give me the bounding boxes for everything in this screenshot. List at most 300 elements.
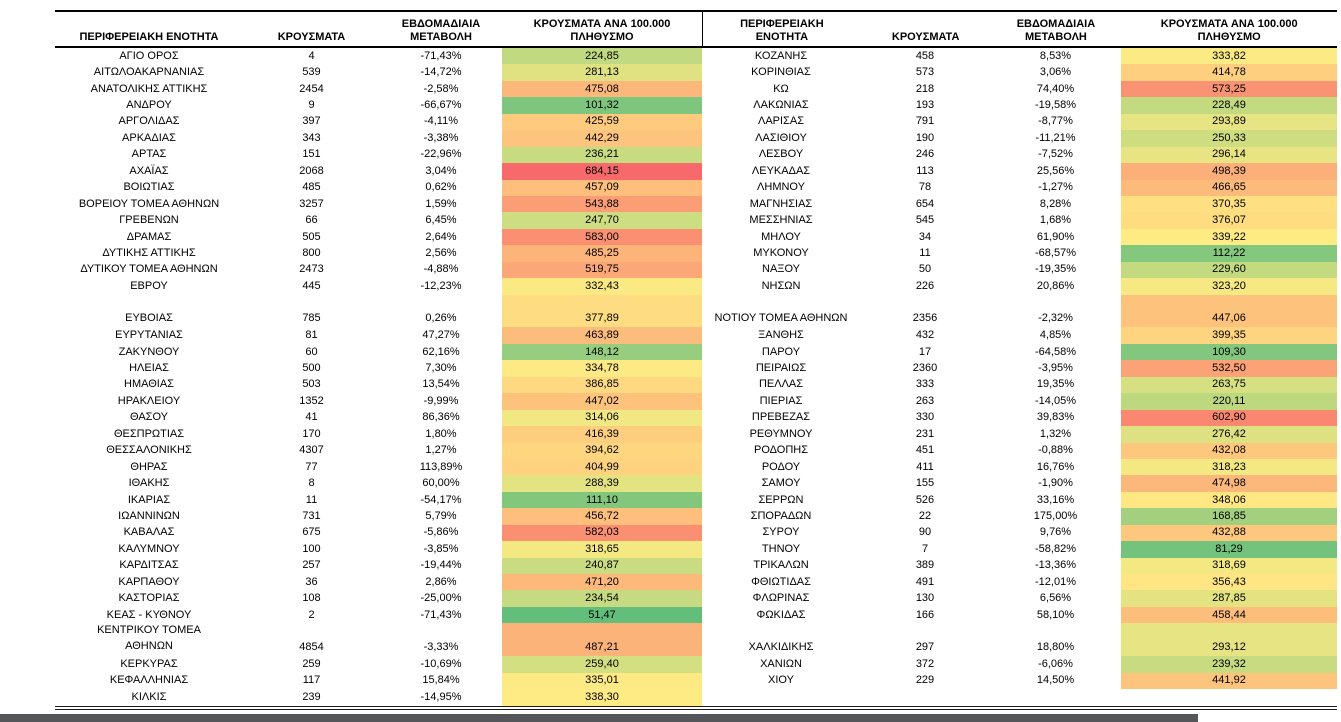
cases-per-100k-value: 229,60: [1212, 263, 1246, 276]
weekly-change-value: 6,45%: [425, 214, 457, 227]
cases-per-100k-cell: [1121, 64, 1337, 80]
weekly-change-value: -4,88%: [423, 263, 459, 276]
cases-per-100k-value: 602,90: [1212, 411, 1246, 424]
region-name-cell: [55, 130, 243, 146]
table-row: [55, 377, 702, 393]
region-name: ΝΑΞΟΥ: [762, 263, 800, 276]
weekly-change-value: 1,80%: [425, 427, 457, 440]
table-row: [55, 410, 702, 426]
region-name: ΛΕΣΒΟΥ: [758, 148, 804, 161]
cases-per-100k-value: 293,12: [1212, 641, 1246, 654]
region-name-cell: [702, 81, 860, 97]
region-name: ΔΥΤΙΚΗΣ ΑΤΤΙΚΗΣ: [102, 246, 196, 259]
region-name-cell: [55, 590, 243, 606]
weekly-change-cell: [990, 475, 1121, 491]
weekly-change-cell: [990, 295, 1121, 328]
cases-cell: [243, 64, 380, 80]
cases-per-100k-value: 288,39: [585, 477, 619, 490]
cases-value: 505: [302, 230, 321, 243]
region-name: ΣΑΜΟΥ: [761, 477, 801, 490]
table-row: [55, 475, 702, 491]
table-row: [55, 426, 702, 442]
weekly-change-value: 39,83%: [1036, 411, 1075, 424]
cases-cell: [860, 656, 990, 672]
cases-per-100k-cell: [502, 426, 702, 442]
region-name: ΚΩ: [773, 82, 789, 95]
weekly-change-value: 8,53%: [1039, 49, 1072, 62]
weekly-change-value: -1,27%: [1038, 181, 1073, 194]
cases-per-100k-cell: [1121, 245, 1337, 261]
region-name: ΑΡΤΑΣ: [131, 148, 167, 161]
weekly-change-value: -6,06%: [1038, 657, 1073, 670]
weekly-change-value: 60,00%: [422, 477, 460, 490]
weekly-change-cell: [380, 212, 502, 228]
region-name: ΚΑΡΔΙΤΣΑΣ: [119, 559, 179, 572]
region-name: ΠΑΡΟΥ: [761, 345, 801, 358]
cases-value: 2360: [912, 362, 938, 375]
cases-per-100k-value: 485,25: [585, 246, 619, 259]
weekly-change-value: -25,00%: [420, 592, 462, 605]
table-row: [702, 229, 1337, 245]
region-name-cell: [702, 623, 860, 656]
cases-cell: [860, 426, 990, 442]
weekly-change-cell: [380, 574, 502, 590]
weekly-change-cell: [380, 97, 502, 113]
header-weekly-change-label: ΕΒΔΟΜΑΔΙΑΙΑ ΜΕΤΑΒΟΛΗ: [401, 18, 481, 43]
cases-cell: [243, 114, 380, 130]
table-row: [702, 262, 1337, 278]
region-name-cell: [55, 212, 243, 228]
cases-cell: [860, 508, 990, 524]
cases-per-100k-cell: [1121, 163, 1337, 179]
cases-value: 130: [915, 592, 935, 605]
cases-per-100k-value: 348,06: [1212, 493, 1246, 506]
cases-per-100k-value: 441,92: [1212, 674, 1246, 687]
cases-cell: [860, 130, 990, 146]
region-name: ΧΑΛΚΙΔΙΚΗΣ: [748, 641, 814, 654]
weekly-change-cell: [990, 97, 1121, 113]
weekly-change-value: -1,90%: [1038, 477, 1073, 490]
cases-per-100k-value: 458,44: [1212, 608, 1246, 621]
cases-per-100k-value: 471,20: [585, 575, 619, 588]
weekly-change-cell: [380, 475, 502, 491]
cases-per-100k-cell: [502, 262, 702, 278]
cases-cell: [243, 673, 380, 689]
weekly-change-cell: [380, 393, 502, 409]
weekly-change-cell: [990, 656, 1121, 672]
weekly-change-value: -14,72%: [420, 66, 462, 79]
region-name: ΑΝΑΤΟΛΙΚΗΣ ΑΤΤΙΚΗΣ: [90, 82, 208, 95]
cases-cell: [243, 607, 380, 623]
region-name: ΣΥΡΟΥ: [762, 526, 800, 539]
cases-cell: [860, 443, 990, 459]
cases-per-100k-cell: [1121, 130, 1337, 146]
cases-per-100k-cell: [1121, 574, 1337, 590]
weekly-change-value: -3,38%: [423, 131, 459, 144]
cases-value: 41: [305, 411, 318, 424]
region-name: ΚΑΒΑΛΑΣ: [123, 526, 175, 539]
bottom-bar: [0, 714, 1198, 722]
weekly-change-value: 1,27%: [425, 444, 457, 457]
weekly-change-value: -4,11%: [423, 115, 459, 128]
region-name: ΑΝΔΡΟΥ: [126, 99, 172, 112]
region-name: ΧΑΝΙΩΝ: [760, 657, 802, 670]
region-name-cell: [702, 64, 860, 80]
region-name: ΗΛΕΙΑΣ: [129, 362, 169, 375]
cases-per-100k-value: 456,72: [585, 509, 619, 522]
cases-cell: [860, 360, 990, 376]
cases-per-100k-cell: [1121, 492, 1337, 508]
weekly-change-value: -58,82%: [1035, 542, 1076, 555]
weekly-change-value: -8,77%: [1038, 115, 1073, 128]
cases-per-100k-cell: [1121, 393, 1337, 409]
weekly-change-value: 2,56%: [425, 246, 457, 259]
weekly-change-value: -5,86%: [423, 526, 459, 539]
weekly-change-value: 62,16%: [422, 345, 460, 358]
table-row: [55, 492, 702, 508]
weekly-change-cell: [990, 114, 1121, 130]
region-name-cell: [702, 147, 860, 163]
cases-per-100k-value: 333,82: [1212, 49, 1246, 62]
region-name: ΚΕΡΚΥΡΑΣ: [120, 657, 178, 670]
weekly-change-value: -13,36%: [1035, 559, 1076, 572]
weekly-change-value: 3,04%: [425, 164, 457, 177]
cases-per-100k-cell: [502, 360, 702, 376]
cases-cell: [243, 278, 380, 294]
cases-per-100k-value: 228,49: [1212, 99, 1246, 112]
table-row: [702, 689, 1337, 705]
region-name: ΚΟΖΑΝΗΣ: [754, 49, 808, 62]
weekly-change-cell: [990, 344, 1121, 360]
region-name: ΛΗΜΝΟΥ: [757, 181, 805, 194]
weekly-change-value: -71,43%: [420, 608, 462, 621]
weekly-change-value: -0,88%: [1038, 444, 1073, 457]
weekly-change-cell: [990, 212, 1121, 228]
cases-value: 7: [921, 542, 929, 555]
cases-per-100k-cell: [1121, 344, 1337, 360]
table-row: [55, 673, 702, 689]
weekly-change-cell: [990, 245, 1121, 261]
region-name: ΕΥΡΥΤΑΝΙΑΣ: [115, 329, 183, 342]
cases-value: 90: [918, 526, 932, 539]
region-name-cell: [702, 97, 860, 113]
cases-value: 36: [305, 575, 318, 588]
table-row: [702, 180, 1337, 196]
region-name: ΣΕΡΡΩΝ: [758, 493, 804, 506]
region-name-cell: [55, 180, 243, 196]
cases-cell: [860, 623, 990, 656]
cases-per-100k-cell: [1121, 475, 1337, 491]
cases-per-100k-value: 281,13: [585, 66, 619, 79]
cases-per-100k-value: 318,69: [1212, 559, 1246, 572]
weekly-change-value: -19,44%: [420, 559, 462, 572]
cases-per-100k-value: 474,98: [1212, 477, 1246, 490]
cases-value: 78: [918, 181, 932, 194]
table-row: [55, 327, 702, 343]
cases-per-100k-cell: [502, 377, 702, 393]
table-row: [55, 245, 702, 261]
cases-cell: [243, 196, 380, 212]
region-name: ΖΑΚΥΝΘΟΥ: [118, 345, 180, 358]
cases-per-100k-value: 339,22: [1212, 230, 1246, 243]
cases-value: 2473: [299, 263, 324, 276]
cases-per-100k-cell: [1121, 508, 1337, 524]
table-row: [55, 541, 702, 557]
cases-cell: [860, 81, 990, 97]
cases-per-100k-value: 338,30: [585, 690, 619, 703]
cases-cell: [860, 229, 990, 245]
cases-value: 397: [302, 115, 321, 128]
cases-per-100k-value: 168,85: [1212, 509, 1246, 522]
region-name: ΚΙΛΚΙΣ: [131, 690, 167, 703]
table-row: [702, 130, 1337, 146]
cases-cell: [860, 475, 990, 491]
left-table-header-row: [55, 10, 702, 48]
cases-per-100k-cell: [1121, 443, 1337, 459]
cases-value: 263: [915, 394, 935, 407]
cases-value: 330: [915, 411, 935, 424]
weekly-change-value: -10,69%: [420, 657, 462, 670]
cases-per-100k-cell: [1121, 590, 1337, 606]
region-name: ΞΑΝΘΗΣ: [758, 329, 804, 342]
weekly-change-value: 61,90%: [1036, 230, 1075, 243]
weekly-change-cell: [380, 147, 502, 163]
region-name-cell: [702, 48, 860, 64]
table-row: [55, 147, 702, 163]
cases-cell: [243, 459, 380, 475]
region-name-cell: [702, 130, 860, 146]
weekly-change-cell: [990, 196, 1121, 212]
header-cases-per-100k-label: ΚΡΟΥΣΜΑΤΑ ΑΝΑ 100.000 ΠΛΗΘΥΣΜΟ: [533, 18, 671, 43]
cases-cell: [860, 196, 990, 212]
cases-value: 1352: [299, 394, 324, 407]
weekly-change-value: 4,85%: [1039, 329, 1072, 342]
cases-cell: [860, 64, 990, 80]
weekly-change-cell: [380, 48, 502, 64]
header-cases-label: ΚΡΟΥΣΜΑΤΑ: [891, 30, 960, 43]
cases-cell: [860, 590, 990, 606]
cases-per-100k-value: 376,07: [1212, 214, 1246, 227]
table-row: [55, 656, 702, 672]
cases-cell: [243, 656, 380, 672]
cases-per-100k-cell: [502, 130, 702, 146]
cases-per-100k-value: 466,65: [1212, 181, 1246, 194]
weekly-change-cell: [990, 360, 1121, 376]
weekly-change-value: -19,58%: [1035, 99, 1076, 112]
weekly-change-cell: [380, 541, 502, 557]
cases-per-100k-value: 263,75: [1212, 378, 1246, 391]
cases-per-100k-cell: [502, 147, 702, 163]
cases-per-100k-cell: [502, 508, 702, 524]
weekly-change-cell: [990, 525, 1121, 541]
region-name-cell: [55, 525, 243, 541]
header-cases-label: ΚΡΟΥΣΜΑΤΑ: [277, 30, 346, 43]
weekly-change-value: 14,50%: [1036, 674, 1075, 687]
weekly-change-value: 2,86%: [425, 575, 457, 588]
cases-cell: [243, 245, 380, 261]
weekly-change-value: -2,32%: [1038, 312, 1073, 325]
cases-value: 17: [918, 345, 932, 358]
table-row: [55, 81, 702, 97]
weekly-change-cell: [380, 623, 502, 656]
cases-value: 731: [302, 509, 321, 522]
region-name: ΙΚΑΡΙΑΣ: [127, 493, 171, 506]
table-row: [702, 541, 1337, 557]
region-name: ΛΑΡΙΣΑΣ: [757, 115, 804, 128]
region-name-cell: [702, 114, 860, 130]
cases-per-100k-cell: [502, 475, 702, 491]
cases-per-100k-cell: [502, 393, 702, 409]
weekly-change-cell: [380, 656, 502, 672]
weekly-change-cell: [380, 64, 502, 80]
cases-value: 246: [915, 148, 935, 161]
cases-value: 190: [915, 131, 935, 144]
region-name: ΑΡΚΑΔΙΑΣ: [122, 131, 176, 144]
weekly-change-cell: [990, 377, 1121, 393]
table-row: [702, 590, 1337, 606]
weekly-change-cell: [990, 81, 1121, 97]
region-name: ΡΕΘΥΜΝΟΥ: [749, 427, 813, 440]
cases-value: 4: [308, 49, 315, 62]
cases-per-100k-value: 582,03: [585, 526, 619, 539]
region-name: ΒΟΙΩΤΙΑΣ: [123, 181, 175, 194]
weekly-change-value: 16,76%: [1036, 460, 1075, 473]
weekly-change-value: -9,99%: [423, 394, 459, 407]
cases-per-100k-cell: [502, 229, 702, 245]
cases-cell: [860, 377, 990, 393]
table-row: [702, 492, 1337, 508]
region-name-cell: [702, 377, 860, 393]
weekly-change-value: 0,26%: [425, 312, 457, 325]
region-name: ΦΘΙΩΤΙΔΑΣ: [751, 575, 811, 588]
table-row: [55, 459, 702, 475]
region-name: ΤΗΝΟΥ: [761, 542, 801, 555]
region-name-cell: [55, 508, 243, 524]
weekly-change-value: 13,54%: [422, 378, 460, 391]
cases-per-100k-value: 573,25: [1212, 82, 1246, 95]
header-cases-per-100k: [1121, 12, 1337, 46]
region-name: ΚΑΡΠΑΘΟΥ: [118, 575, 180, 588]
weekly-change-cell: [990, 492, 1121, 508]
cases-per-100k-cell: [502, 196, 702, 212]
cases-value: 503: [302, 378, 321, 391]
region-name: ΦΩΚΙΔΑΣ: [756, 608, 806, 621]
region-name: ΙΘΑΚΗΣ: [128, 477, 170, 490]
cases-cell: [243, 508, 380, 524]
table-row: [702, 410, 1337, 426]
cases-cell: [243, 212, 380, 228]
cases-cell: [243, 360, 380, 376]
cases-per-100k-cell: [502, 64, 702, 80]
weekly-change-cell: [990, 574, 1121, 590]
weekly-change-cell: [990, 541, 1121, 557]
weekly-change-cell: [990, 426, 1121, 442]
cases-value: 500: [302, 362, 321, 375]
table-row: [55, 360, 702, 376]
weekly-change-cell: [380, 180, 502, 196]
table-row: [702, 344, 1337, 360]
cases-per-100k-cell: [502, 541, 702, 557]
cases-per-100k-cell: [502, 459, 702, 475]
cases-per-100k-cell: [1121, 147, 1337, 163]
cases-per-100k-value: 457,09: [585, 181, 619, 194]
cases-value: 117: [302, 674, 321, 687]
cases-per-100k-value: 224,85: [585, 49, 619, 62]
weekly-change-cell: [990, 163, 1121, 179]
region-name-cell: [702, 196, 860, 212]
region-name: ΦΛΩΡΙΝΑΣ: [752, 592, 810, 605]
region-name-cell: [702, 163, 860, 179]
region-name-cell: [55, 147, 243, 163]
cases-value: 389: [915, 559, 935, 572]
cases-per-100k-cell: [1121, 377, 1337, 393]
cases-per-100k-cell: [502, 656, 702, 672]
cases-cell: [243, 426, 380, 442]
weekly-change-cell: [380, 81, 502, 97]
cases-per-100k-cell: [1121, 262, 1337, 278]
cases-per-100k-cell: [1121, 327, 1337, 343]
table-row: [702, 443, 1337, 459]
region-name-cell: [702, 295, 860, 328]
region-name-cell: [702, 360, 860, 376]
cases-cell: [860, 262, 990, 278]
cases-cell: [243, 163, 380, 179]
region-name: ΜΑΓΝΗΣΙΑΣ: [749, 197, 813, 210]
cases-per-100k-value: 287,85: [1212, 592, 1246, 605]
cases-value: 539: [302, 66, 321, 79]
cases-per-100k-cell: [502, 689, 702, 705]
cases-per-100k-cell: [1121, 656, 1337, 672]
cases-per-100k-value: 236,21: [585, 148, 619, 161]
weekly-change-value: 15,84%: [422, 674, 460, 687]
cases-per-100k-value: 377,89: [585, 312, 619, 325]
table-row: [55, 344, 702, 360]
table-row: [702, 623, 1337, 656]
cases-per-100k-value: 404,99: [585, 460, 619, 473]
cases-cell: [243, 344, 380, 360]
weekly-change-cell: [380, 327, 502, 343]
weekly-change-value: -19,35%: [1035, 263, 1076, 276]
table-row: [702, 147, 1337, 163]
cases-per-100k-value: 101,32: [585, 99, 619, 112]
cases-value: 170: [302, 427, 321, 440]
weekly-change-cell: [990, 459, 1121, 475]
cases-cell: [860, 344, 990, 360]
weekly-change-value: -3,85%: [423, 542, 459, 555]
weekly-change-value: -3,95%: [1038, 362, 1073, 375]
cases-per-100k-value: 276,42: [1212, 427, 1246, 440]
cases-per-100k-value: 250,33: [1212, 131, 1246, 144]
cases-per-100k-cell: [1121, 426, 1337, 442]
region-name-cell: [702, 262, 860, 278]
weekly-change-cell: [380, 426, 502, 442]
region-name: ΠΡΕΒΕΖΑΣ: [751, 411, 811, 424]
cases-value: 226: [915, 279, 935, 292]
cases-per-100k-value: 318,23: [1212, 460, 1246, 473]
cases-per-100k-value: 220,11: [1212, 394, 1246, 407]
region-name-cell: [55, 81, 243, 97]
cases-per-100k-cell: [502, 574, 702, 590]
cases-per-100k-value: 323,20: [1212, 279, 1246, 292]
cases-per-100k-cell: [502, 180, 702, 196]
table-row: [702, 377, 1337, 393]
weekly-change-cell: [380, 360, 502, 376]
table-row: [55, 48, 702, 64]
cases-per-100k-value: 432,08: [1212, 444, 1246, 457]
region-name: ΔΡΑΜΑΣ: [126, 230, 172, 243]
cases-per-100k-value: 386,85: [585, 378, 619, 391]
cases-per-100k-cell: [1121, 295, 1337, 328]
